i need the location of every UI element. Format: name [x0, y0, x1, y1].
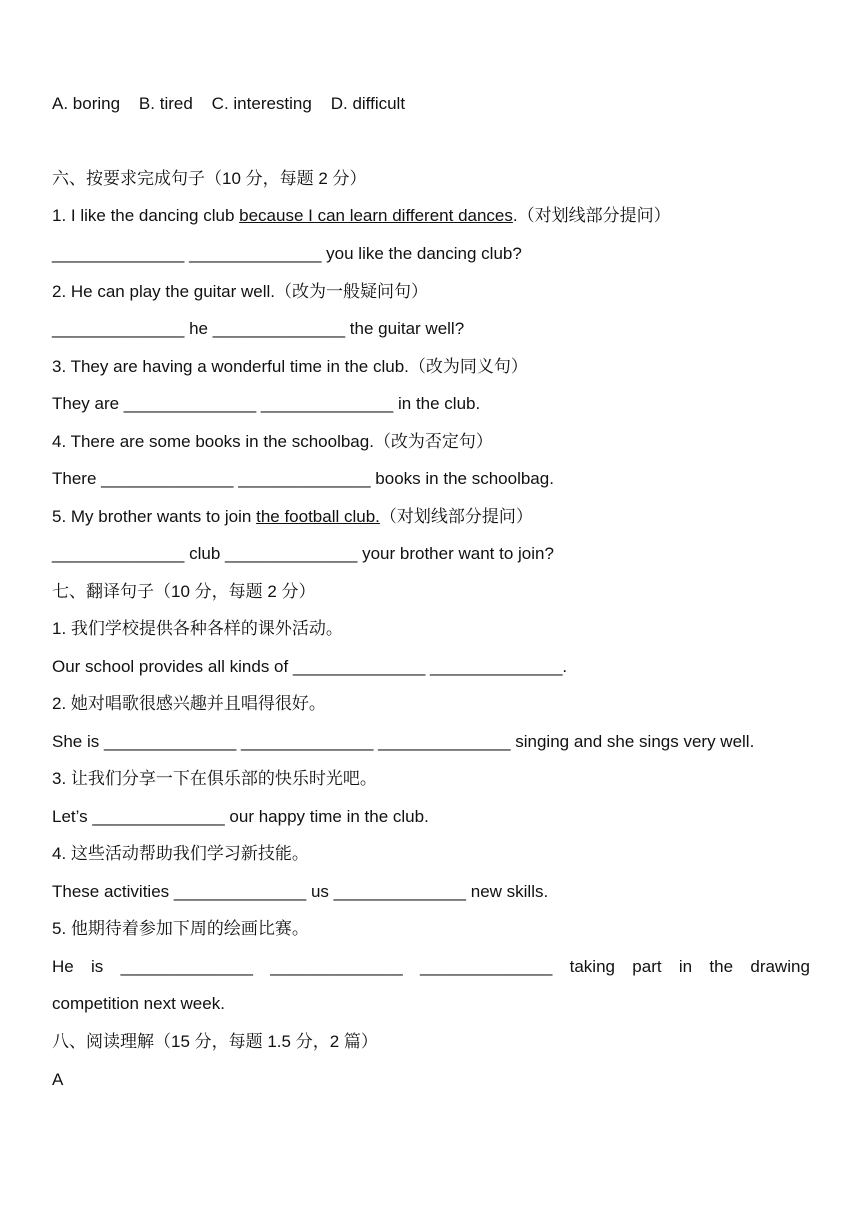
- s7-answer-5: [52, 956, 810, 978]
- s7-a5-blank: ______________: [270, 957, 403, 976]
- s6-answer-5: ______________ club ______________ your brother want to join?: [52, 544, 554, 563]
- s6-answer-1: ______________ ______________ you like the dancing club?: [52, 244, 522, 263]
- s7-question-4: 4. 这些活动帮助我们学习新技能。: [52, 844, 309, 863]
- s7-answer-4: These activities ______________ us ______________ new skills.: [52, 882, 549, 901]
- s7-a5-word: part: [632, 957, 662, 976]
- s6-answer-2: ______________ he ______________ the guitar well?: [52, 319, 465, 338]
- s6-q5-instruction: （对划线部分提问）: [379, 507, 533, 526]
- s7-a5-word: drawing: [750, 957, 810, 976]
- s7-a5-word: in: [678, 957, 693, 976]
- section-8-title: 八、阅读理解（15 分，每题 1.5 分，2 篇）: [52, 1032, 378, 1051]
- s7-a5-blank: ______________: [120, 957, 253, 976]
- s7-question-2: 2. 她对唱歌很感兴趣并且唱得很好。: [52, 694, 326, 713]
- passage-label: A: [52, 1070, 64, 1089]
- s6-q1-text: 1. I like the dancing club: [52, 206, 240, 225]
- s6-question-3: 3. They are having a wonderful time in the club.（改为同义句）: [52, 357, 528, 376]
- s7-a5-word: the: [709, 957, 734, 976]
- s7-answer-5-continued: competition next week.: [52, 994, 225, 1013]
- s6-q5-underlined: the football club.: [256, 507, 380, 526]
- s6-question-5: [52, 506, 533, 528]
- s7-question-3: 3. 让我们分享一下在俱乐部的快乐时光吧。: [52, 769, 377, 788]
- s6-answer-4: There ______________ ______________ books in the schoolbag.: [52, 469, 554, 488]
- s6-q5-text: 5. My brother wants to join: [52, 507, 257, 526]
- s7-a5-word: taking: [569, 957, 615, 976]
- s7-answer-3: Let’s ______________ our happy time in the club.: [52, 807, 429, 826]
- s7-a5-word: He: [52, 957, 74, 976]
- s7-answer-1: Our school provides all kinds of ______________ ______________.: [52, 657, 568, 676]
- s7-question-1: 1. 我们学校提供各种各样的课外活动。: [52, 619, 343, 638]
- s7-a5-word: is: [91, 957, 104, 976]
- s7-a5-blank: ______________: [419, 957, 553, 976]
- s6-question-2: 2. He can play the guitar well.（改为一般疑问句）: [52, 282, 429, 301]
- section-7-title: 七、翻译句子（10 分，每题 2 分）: [52, 582, 316, 601]
- section-6-title: 六、按要求完成句子（10 分，每题 2 分）: [52, 169, 367, 188]
- s7-question-5: 5. 他期待着参加下周的绘画比赛。: [52, 919, 309, 938]
- s6-q1-instruction: .（对划线部分提问）: [512, 206, 671, 225]
- s6-q1-underlined: because I can learn different dances: [239, 206, 513, 225]
- s6-question-4: 4. There are some books in the schoolbag.（改为否定句）: [52, 432, 493, 451]
- s6-answer-3: They are ______________ ______________ in the club.: [52, 394, 481, 413]
- options-line: A. boring B. tired C. interesting D. difficult: [52, 94, 406, 113]
- s7-answer-2: She is ______________ ______________ ______________ singing and she sings very well.: [52, 732, 755, 751]
- s6-question-1: [52, 205, 671, 227]
